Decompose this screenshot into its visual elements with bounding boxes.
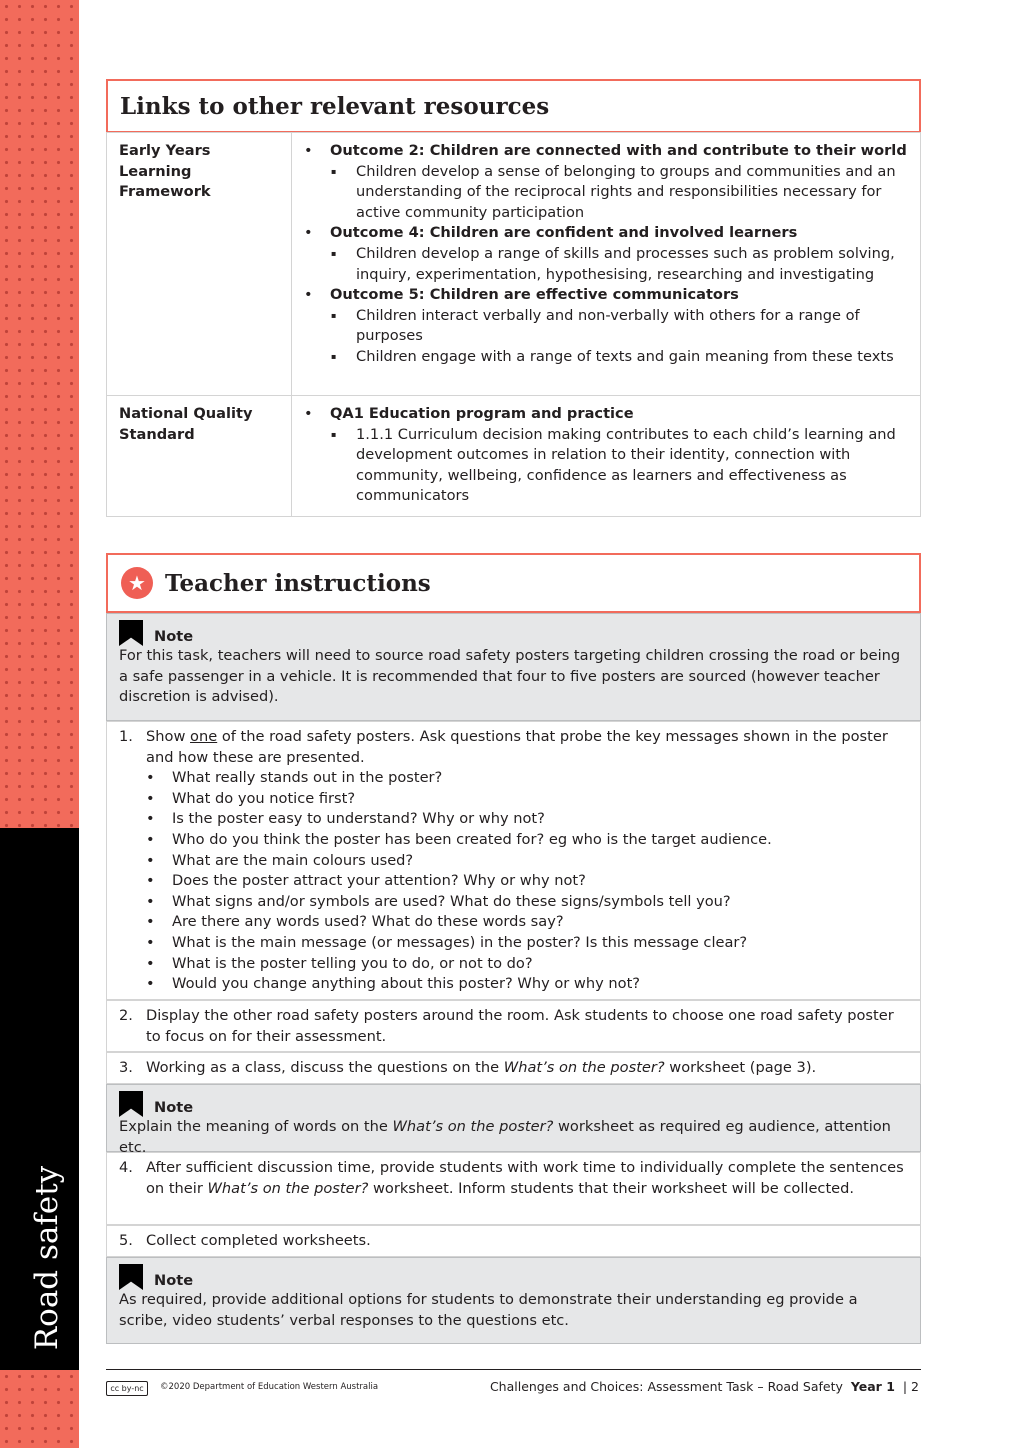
star-icon: ★ xyxy=(121,567,153,599)
list-item: ▪ Children develop a range of skills and processes such as problem solving, inquiry, experimentation, hypothesising, researching and investigating xyxy=(330,244,908,285)
links-section-header xyxy=(106,79,921,133)
row-content xyxy=(292,396,921,517)
bookmark-icon xyxy=(119,1264,143,1290)
list-item: • Outcome 4: Children are confident and involved learners ▪ Children develop a range of skills and processes such as problem solving, inquiry, experimentation, hypothesising, researching and investigating xyxy=(304,223,908,285)
list-item: • What signs and/or symbols are used? What do these signs/symbols tell you? xyxy=(146,892,908,913)
list-item: • Is the poster easy to understand? Why or why not? xyxy=(146,809,908,830)
page-number: 2 xyxy=(911,1379,919,1394)
row-label: National Quality Standard xyxy=(107,396,292,517)
row-content xyxy=(292,133,921,396)
list-item: • What really stands out in the poster? xyxy=(146,768,908,789)
list-item: • What is the poster telling you to do, or not to do? xyxy=(146,954,908,975)
note-box xyxy=(106,1084,921,1156)
cc-license-icon: cc by-nc xyxy=(106,1381,148,1396)
step-1: 1. Show one of the road safety posters. Ask questions that probe the key messages shown in the poster and how these are presented. • What really stands out in the poster? • What do you notice first? • Is the poster easy to understand? Why or why not? • Who do you think the poster has been created for? eg who is the target audience. • What are the main colours used? • Does the poster attract your attention? Why or why not? • What signs and/or symbols are used? What do these signs/symbols tell you? • Are there any words used? What do these words say? • What is the main message (or messages) in the poster? Is this message clear? • What is the poster telling you to do, or not to do? • Would you change anything about this poster? Why or why not? xyxy=(106,721,921,1000)
row-label: Early Years Learning Framework xyxy=(107,133,292,396)
copyright: ©2020 Department of Education Western Australia xyxy=(160,1382,379,1392)
table-row xyxy=(107,133,921,396)
list-item: • What do you notice first? xyxy=(146,789,908,810)
list-item: • Outcome 5: Children are effective communicators ▪ Children interact verbally and non-verbally with others for a range of purposes ▪ Children engage with a range of texts and gain meaning from these texts xyxy=(304,285,908,367)
note-text: Explain the meaning of words on the What’s on the poster? worksheet as required eg audience, attention etc. xyxy=(119,1118,891,1156)
step-2: 2. Display the other road safety posters around the room. Ask students to choose one road safety poster to focus on for their assessment. xyxy=(106,1000,921,1052)
note-title: Note xyxy=(154,1099,194,1116)
teacher-section-header xyxy=(106,553,921,613)
list-item: • QA1 Education program and practice ▪ 1.1.1 Curriculum decision making contributes to each child’s learning and development outcomes in relation to their identity, connection with community, wellbeing, confidence as learners and effectiveness as communicators xyxy=(304,404,908,507)
links-table xyxy=(106,132,921,517)
table-row xyxy=(107,396,921,517)
step-5: 5. Collect completed worksheets. xyxy=(106,1225,921,1257)
instructions xyxy=(106,613,921,1344)
note-text: For this task, teachers will need to source road safety posters targeting children crossing the road or being a safe passenger in a vehicle. It is recommended that four to five posters are sourced (however teacher discretion is advised). xyxy=(119,647,901,706)
list-item: • Who do you think the poster has been created for? eg who is the target audience. xyxy=(146,830,908,851)
list-item: ▪ Children engage with a range of texts and gain meaning from these texts xyxy=(330,347,908,368)
list-item: ▪ Children develop a sense of belonging to groups and communities and an understanding of the reciprocal rights and responsibilities necessary for active community participation xyxy=(330,162,908,224)
list-item: • What are the main colours used? xyxy=(146,851,908,872)
teacher-section-title: Teacher instructions xyxy=(165,569,431,597)
bookmark-icon xyxy=(119,620,143,646)
note-text: As required, provide additional options for students to demonstrate their understanding eg provide a scribe, video students’ verbal responses to the questions etc. xyxy=(119,1291,858,1329)
list-item: • Would you change anything about this poster? Why or why not? xyxy=(146,974,908,995)
list-item: ▪ Children interact verbally and non-verbally with others for a range of purposes xyxy=(330,306,908,347)
list-item: ▪ 1.1.1 Curriculum decision making contributes to each child’s learning and development outcomes in relation to their identity, connection with community, wellbeing, confidence as learners and effectiveness as communicators xyxy=(330,425,908,507)
list-item: • What is the main message (or messages) in the poster? Is this message clear? xyxy=(146,933,908,954)
list-item: • Outcome 2: Children are connected with and contribute to their world ▪ Children develop a sense of belonging to groups and communities and an understanding of the reciprocal rights and responsibilities necessary for active community participation xyxy=(304,141,908,223)
step-3: 3. Working as a class, discuss the questions on the What’s on the poster? worksheet (page 3). xyxy=(106,1052,921,1084)
note-title: Note xyxy=(154,628,194,645)
sidebar-title: Road safety xyxy=(29,1165,65,1351)
links-section-title: Links to other relevant resources xyxy=(120,92,550,120)
note-title: Note xyxy=(154,1272,194,1289)
footer-divider xyxy=(106,1369,921,1370)
note-box xyxy=(106,1257,921,1344)
bookmark-icon xyxy=(119,1091,143,1117)
list-item: • Are there any words used? What do these words say? xyxy=(146,912,908,933)
question-list xyxy=(146,768,908,995)
list-item: • Does the poster attract your attention? Why or why not? xyxy=(146,871,908,892)
footer-title: Challenges and Choices: Assessment Task – Road Safety Year 1 | 2 xyxy=(489,1379,919,1394)
step-text: Show one of the road safety posters. Ask questions that probe the key messages shown in the poster and how these are presented. xyxy=(146,728,888,766)
sidebar-pattern-bottom xyxy=(0,1370,79,1448)
sidebar-pattern-top xyxy=(0,0,79,828)
step-4: 4. After sufficient discussion time, provide students with work time to individually complete the sentences on their What’s on the poster? worksheet. Inform students that their worksheet will be collected. xyxy=(106,1152,921,1225)
note-box xyxy=(106,613,921,721)
